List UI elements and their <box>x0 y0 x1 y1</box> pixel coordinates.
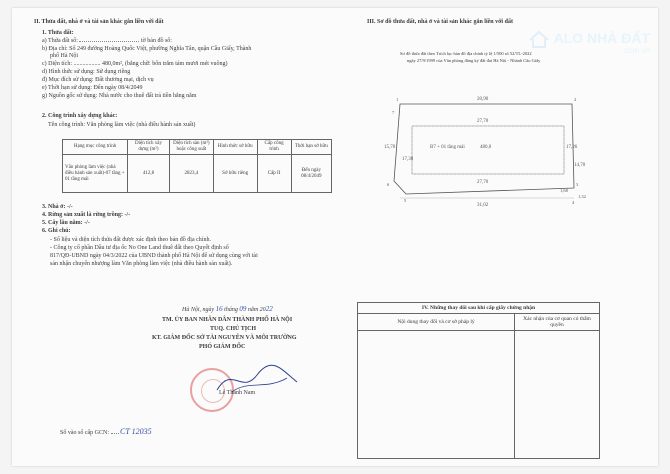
usage-purpose-line: đ) Mục đích sử dụng: Đất thương mại, dịch vụ <box>42 77 154 83</box>
changes-body-row <box>358 331 600 459</box>
signer-name: Lê Thanh Nam <box>219 390 256 396</box>
changes-content-cell <box>358 331 515 459</box>
note-2-line-1: - Công ty cổ phần Dầu tư địa ốc No One Land thuê đất theo Quyết định số <box>50 245 229 251</box>
map-sheet-label: tờ bản đồ số: <box>140 38 172 44</box>
dim-left-2: 17,30 <box>402 157 414 162</box>
certificate-page <box>12 8 658 466</box>
area-line: c) Diện tích: .................. 480,0m², (bằng chữ: bốn trăm tám mươi mét vuông) <box>42 61 228 67</box>
corner-label: 3 <box>576 182 579 187</box>
building-footprint <box>412 126 564 174</box>
other-construction-heading: 2. Công trình xây dựng khác: <box>42 113 118 119</box>
sign-month: 09 <box>239 305 247 313</box>
changes-heading: IV. Những thay đổi sau khi cấp giấy chứng nhận <box>358 303 600 314</box>
header-category: Hạng mục công trình <box>63 140 128 155</box>
dim-inner-bottom: 27,70 <box>477 180 489 185</box>
signer-title: PHÓ GIÁM ĐỐC <box>199 344 246 350</box>
plot-number-label: a) Thửa đất số: <box>42 38 78 44</box>
watermark-brand: ALO NHÀ ĐẤT <box>553 30 650 46</box>
construction-name-line: Tên công trình: Văn phòng làm việc (nhà điều hành sản xuất) <box>48 122 196 128</box>
dim-right-2: 14,70 <box>574 163 586 168</box>
construction-table <box>62 139 332 193</box>
corner-label: 4 <box>572 200 575 205</box>
house-heading: 3. Nhà ở: -/- <box>42 204 73 210</box>
plot-diagram <box>382 86 592 211</box>
registration-line <box>60 428 152 437</box>
map-note-line-1: Sơ đồ thửa đất theo Trích lục bản đồ địa chính tỷ lệ 1/500 số 52/TL-2022 <box>400 51 532 56</box>
notes-heading: 6. Ghi chú: <box>42 228 71 234</box>
plot-number-blank <box>79 41 139 42</box>
sign-date <box>182 306 273 314</box>
dim-inner-top: 27,70 <box>477 119 489 124</box>
dim-left: 15,70 <box>384 145 396 150</box>
usage-form-line: d) Hình thức sử dụng: Sử dụng riêng <box>42 69 131 75</box>
note-2-line-3: sản nhận chuyển nhượng làm Văn phòng làm việc (nhà điều hành sản xuất). <box>50 261 233 267</box>
address-line-2: phố Hà Nội <box>50 53 78 59</box>
perennial-heading: 5. Cây lâu năm: -/- <box>42 220 90 226</box>
header-build-area: Diện tích xây dựng (m²) <box>128 140 170 155</box>
section-iii-heading: III. Sơ đồ thửa đất, nhà ở và tài sản khác gắn liền với đất <box>367 19 513 25</box>
table-header-row <box>63 140 332 155</box>
corner-label: 6 <box>387 182 390 187</box>
changes-col-content: Nội dung thay đổi và cơ sở pháp lý <box>358 314 515 331</box>
sign-month-prefix: tháng <box>224 307 238 313</box>
changes-heading-row <box>358 303 600 314</box>
dim-bottom: 31,02 <box>477 203 489 208</box>
sign-day: 16 <box>215 305 223 313</box>
cell-build-area: 412,8 <box>128 155 170 193</box>
note-2-line-2: 817/QĐ-UBND ngày 04/3/2022 của UBND thành phố Hà Nội để sử dụng cùng với tài <box>50 253 258 259</box>
plot-building-label: B7 + 01 tầng mái <box>430 145 465 150</box>
registration-blank <box>111 433 119 434</box>
cut-corner <box>394 181 406 194</box>
plot-area-label: 480,0 <box>480 145 492 150</box>
section-ii-heading: II. Thửa đất, nhà ở và tài sản khác gắn liền với đất <box>34 19 164 25</box>
header-ownership: Hình thức sở hữu <box>213 140 257 155</box>
header-floor-area: Diện tích sàn (m²) hoặc công suất <box>169 140 213 155</box>
signer-org: TM. ỦY BAN NHÂN DÂN THÀNH PHỐ HÀ NỘI <box>162 317 293 323</box>
map-note-line-2: ngày 27/9/1999 của Văn phòng đăng ký đất đai Hà Nội - Nhánh Cầu Giấy <box>407 58 541 63</box>
usage-origin-line: g) Nguồn gốc sử dụng: Nhà nước cho thuê đất trả tiền hằng năm <box>42 93 197 99</box>
sign-date-prefix: Hà Nội, ngày <box>182 307 215 313</box>
dim-side-2: 1,32 <box>578 194 586 199</box>
dim-top: 20,90 <box>477 97 489 102</box>
plot-number-line <box>42 38 172 45</box>
watermark <box>554 30 650 55</box>
watermark-site: .com.vn <box>621 46 650 55</box>
signer-authority: TUQ. CHỦ TỊCH <box>210 326 257 332</box>
address-line-1: b) Địa chỉ: Số 249 đường Hoàng Quốc Việt, phường Nghĩa Tân, quận Cầu Giấy, Thành <box>42 46 252 52</box>
cell-term: Đến ngày 08/4/2049 <box>291 155 331 193</box>
cell-category: Văn phòng làm việc (nhà điều hành sản xuất)-07 tầng + 01 tầng mái <box>63 155 128 193</box>
header-grade: Cấp công trình <box>257 140 291 155</box>
cell-grade: Cấp II <box>257 155 291 193</box>
note-1: - Số liệu và diện tích thửa đất được xác định theo bản đồ địa chính. <box>50 237 211 243</box>
changes-confirm-cell <box>515 331 600 459</box>
cell-ownership: Sở hữu riêng <box>213 155 257 193</box>
sign-year-prefix: năm 20 <box>247 307 266 313</box>
header-term: Thời hạn sở hữu <box>291 140 331 155</box>
cell-floor-area: 2823,4 <box>169 155 213 193</box>
usage-term-line: e) Thời hạn sử dụng: Đến ngày 08/4/2049 <box>42 85 143 91</box>
changes-col-confirm: Xác nhận của cơ quan có thẩm quyền <box>515 314 600 331</box>
land-plot-heading: 1. Thửa đất: <box>42 30 74 36</box>
sign-year: 22 <box>265 305 273 313</box>
house-icon <box>528 30 550 48</box>
table-row <box>63 155 332 193</box>
changes-column-row <box>358 314 600 331</box>
registration-number: CT 12035 <box>120 427 152 436</box>
forest-heading: 4. Rừng sản xuất là rừng trồng: -/- <box>42 212 131 218</box>
dim-side: 1,68 <box>560 188 568 193</box>
dim-right: 17,26 <box>566 145 578 150</box>
corner-label: 7 <box>392 110 395 115</box>
corner-label: 2 <box>574 97 577 102</box>
changes-table <box>357 302 600 459</box>
corner-label: 5 <box>404 198 407 203</box>
registration-label: Số vào sổ cấp GCN: <box>60 430 109 436</box>
corner-label: 1 <box>396 97 399 102</box>
signer-department: KT. GIÁM ĐỐC SỞ TÀI NGUYÊN VÀ MÔI TRƯỜNG <box>152 335 297 341</box>
